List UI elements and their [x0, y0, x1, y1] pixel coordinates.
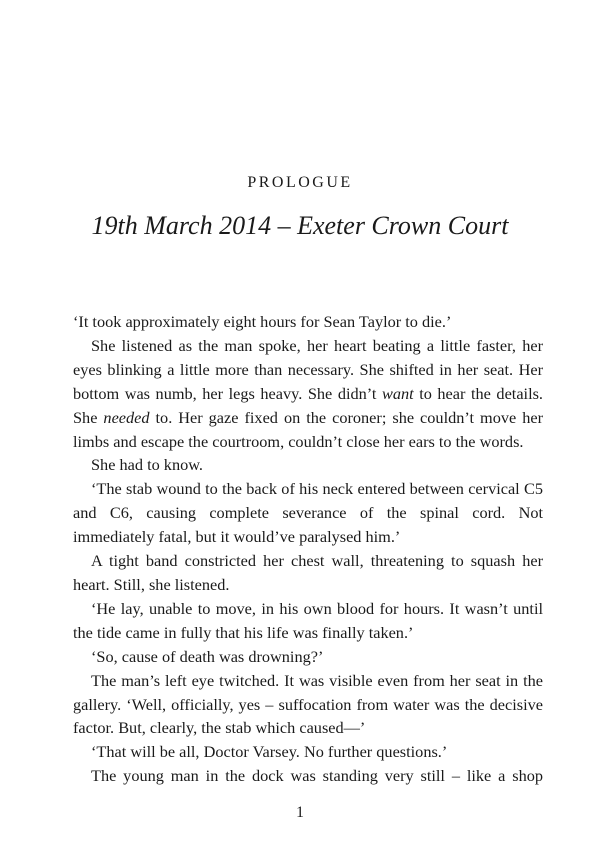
- paragraph: She listened as the man spoke, her heart beating a little faster, her eyes blinking a little more than necessary. She shifted in her seat. Her bottom was numb, her legs heavy. She didn’t want to hear the details. She needed to. Her gaze fixed on the coroner; she couldn’t move her limbs and escape the courtroom, couldn’t close her ears to the words.: [73, 335, 543, 451]
- chapter-heading: PROLOGUE: [247, 174, 353, 191]
- paragraph: She had to know.: [91, 455, 203, 475]
- emphasis: needed: [103, 407, 150, 427]
- paragraph: ‘The stab wound to the back of his neck entered between cervical C5 and C6, causing complete severance of the spinal cord. Not immediately fatal, but it would’ve paralysed him.’: [73, 479, 543, 547]
- chapter-subtitle: 19th March 2014 – Exeter Crown Court: [91, 211, 509, 240]
- emphasis: want: [381, 383, 414, 403]
- paragraph: ‘So, cause of death was drowning?’: [91, 646, 324, 666]
- paragraph: ‘It took approximately eight hours for Sean Taylor to die.’: [73, 312, 452, 331]
- paragraph: The young man in the dock was standing very still – like a shop: [91, 766, 543, 786]
- paragraph: ‘He lay, unable to move, in his own blood for hours. It wasn’t until the tide came in fully that his life was finally taken.’: [73, 598, 543, 642]
- body-text: [73, 310, 543, 788]
- paragraph: A tight band constricted her chest wall, threatening to squash her heart. Still, she listened.: [73, 551, 543, 594]
- paragraph: ‘That will be all, Doctor Varsey. No further questions.’: [91, 742, 448, 762]
- page-number: 1: [296, 804, 304, 821]
- paragraph: The man’s left eye twitched. It was visible even from her seat in the gallery. ‘Well, officially, yes – suffocation from water was the decisive factor. But, clearly, the stab which caused—’: [73, 670, 543, 738]
